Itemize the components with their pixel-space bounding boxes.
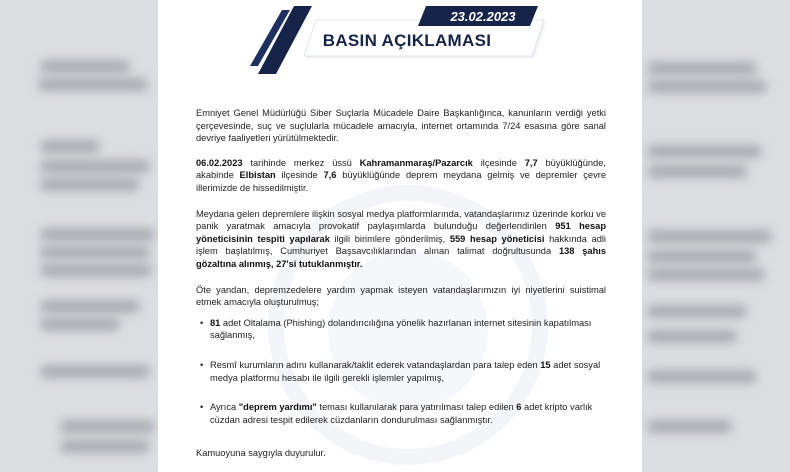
blurred-background-left (0, 0, 158, 472)
paragraph-abuse: Öte yandan, depremzedelere yardım yapmak isteyen vatandaşlarımızın iyi niyetlerini suistimal etmek amacıyla oluşturulmuş; (196, 284, 606, 308)
closing-line: Kamuoyuna saygıyla duyurulur. (196, 448, 326, 459)
bullet-icon: • (200, 317, 204, 328)
release-date: 23.02.2023 (450, 9, 516, 24)
paragraph-social-media: Meydana gelen depremlere ilişkin sosyal medya platformlarında, vatandaşlarımız üzerinde korku ve panik yaratmak amacıyla provokatif paylaşımlarda bulunduğu değerlendirilen 951 hesap yöneticisinin tespiti yapılarak ilgili birimlere gönderilmiş, 559 hesap yöneticisi hakkında adli işlem başlatılmış, Cumhuriyet Başsavcılıklarından alınan talimat doğrultusunda 138 şahıs gözaltına alınmış, 27'si tutuklanmıştır. (196, 208, 607, 269)
bullet-icon: • (200, 359, 204, 370)
bullet-icon: • (200, 402, 204, 413)
release-body (196, 107, 606, 460)
list-item: • Resmî kurumların adını kullanarak/taklit ederek vatandaşlardan para talep eden 15 adet sosyal medya platformu hesabı ile ilgili gerekli işlemler yapılmış, (200, 359, 601, 383)
list-item: • 81 adet Oltalama (Phishing) dolandırıcılığına yönelik hazırlanan internet sitesinin kapatılması sağlanmış, (200, 317, 592, 341)
list-item: • Ayrıca "deprem yardımı" teması kullanılarak para yatırılması talep edilen 6 adet kripto varlık cüzdan adresi tespit edilerek cüzdanların dondurulması sağlanmıştır. (200, 402, 593, 425)
press-release-page (158, 0, 642, 472)
blurred-background-right (642, 0, 790, 472)
page-title: BASIN AÇIKLAMASI (322, 31, 492, 50)
paragraph-intro: Emniyet Genel Müdürlüğü Siber Suçlarla Mücadele Daire Başkanlığınca, kanunların verdiği yetki çerçevesinde, suç ve suçlularla mücadele amacıyla, internet ortamında 7/24 esasına göre sanal devriye faaliyetleri yürütülmektedir. (196, 108, 606, 144)
paragraph-earthquake: 06.02.2023 tarihinde merkez üssü Kahramanmaraş/Pazarcık ilçesinde 7,7 büyüklüğünde, akabinde Elbistan ilçesinde 7,6 büyüklüğünde deprem meydana gelmiş ve depremler çevre illerimizde de hissedilmiştir. (196, 157, 606, 193)
